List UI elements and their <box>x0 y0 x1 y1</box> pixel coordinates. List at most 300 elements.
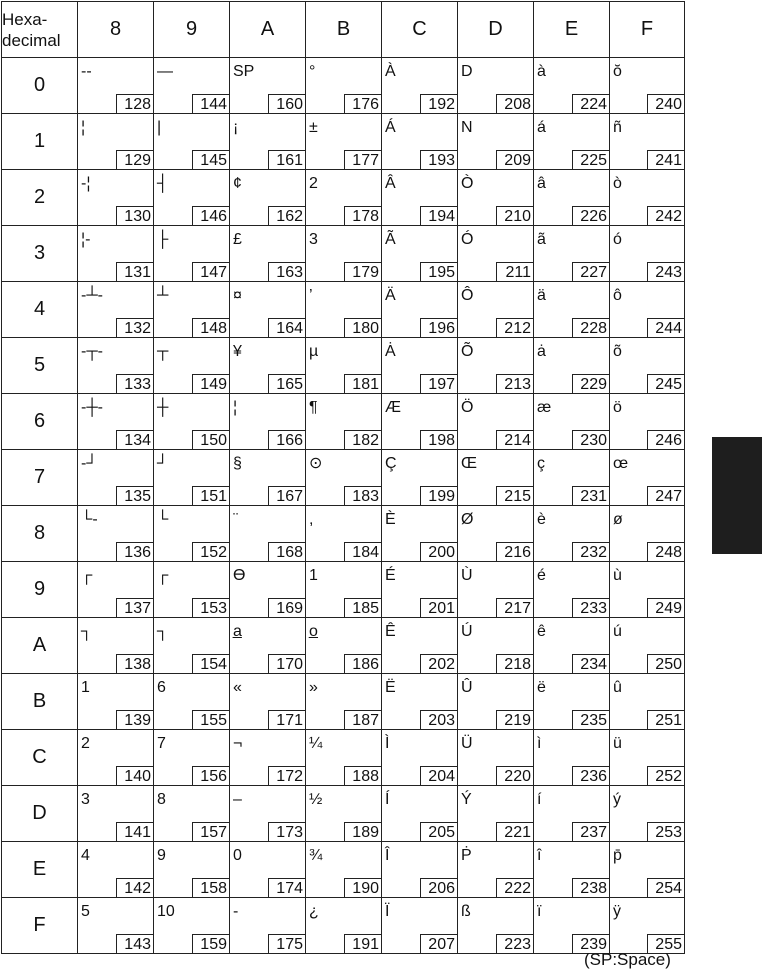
char-glyph: ┌ <box>157 567 169 584</box>
decimal-code: 165 <box>268 374 305 393</box>
decimal-code: 192 <box>420 94 457 113</box>
char-cell <box>306 58 382 114</box>
char-cell <box>230 618 306 674</box>
table-row <box>2 730 685 786</box>
char-glyph: À <box>385 63 396 80</box>
char-cell <box>610 562 685 618</box>
decimal-code: 191 <box>344 934 381 953</box>
decimal-code: 229 <box>572 374 609 393</box>
decimal-code: 241 <box>647 150 684 169</box>
decimal-code: 215 <box>496 486 533 505</box>
header-row <box>2 2 685 58</box>
decimal-code: 211 <box>496 262 533 281</box>
char-cell <box>382 226 458 282</box>
char-cell <box>154 226 230 282</box>
decimal-code: 224 <box>572 94 609 113</box>
decimal-code: 202 <box>420 654 457 673</box>
char-glyph: » <box>309 679 318 696</box>
char-glyph: a̲ <box>233 623 242 640</box>
char-cell <box>534 114 610 170</box>
char-glyph: ┼ <box>157 399 169 416</box>
char-cell <box>78 58 154 114</box>
char-glyph: ö <box>613 399 622 416</box>
char-cell <box>230 114 306 170</box>
char-glyph: í <box>537 791 542 808</box>
char-glyph: ¼ <box>309 735 323 752</box>
char-glyph: Ç <box>385 455 397 472</box>
char-cell <box>306 730 382 786</box>
char-glyph: Û <box>461 679 473 696</box>
decimal-code: 129 <box>116 150 153 169</box>
char-cell <box>534 618 610 674</box>
char-glyph: | <box>157 119 162 136</box>
char-cell <box>78 674 154 730</box>
decimal-code: 169 <box>268 598 305 617</box>
char-cell <box>382 338 458 394</box>
decimal-code: 223 <box>496 934 533 953</box>
char-glyph: - <box>233 903 239 920</box>
char-cell <box>610 58 685 114</box>
char-cell <box>154 58 230 114</box>
decimal-code: 218 <box>496 654 533 673</box>
char-glyph: 7 <box>157 735 166 752</box>
decimal-code: 210 <box>496 206 533 225</box>
char-glyph: Ê <box>385 623 396 640</box>
char-glyph: Ò <box>461 175 474 192</box>
char-cell <box>306 842 382 898</box>
char-cell <box>534 394 610 450</box>
char-cell <box>382 674 458 730</box>
decimal-code: 154 <box>192 654 229 673</box>
char-cell <box>534 226 610 282</box>
decimal-code: 177 <box>344 150 381 169</box>
char-glyph: D <box>461 63 473 80</box>
char-cell <box>610 170 685 226</box>
column-header: C <box>382 2 458 58</box>
char-glyph: ┐ <box>81 623 93 640</box>
char-glyph: á <box>537 119 546 136</box>
decimal-code: 156 <box>192 766 229 785</box>
char-cell <box>154 394 230 450</box>
char-glyph: ± <box>309 119 318 136</box>
char-glyph: ú <box>613 623 622 640</box>
char-glyph: Î <box>385 847 390 864</box>
char-cell <box>230 674 306 730</box>
decimal-code: 228 <box>572 318 609 337</box>
char-glyph: – <box>233 791 242 808</box>
char-cell <box>458 226 534 282</box>
decimal-code: 254 <box>647 878 684 897</box>
char-cell <box>382 170 458 226</box>
decimal-code: 162 <box>268 206 305 225</box>
char-glyph: -┘ <box>81 455 98 472</box>
char-cell <box>458 898 534 954</box>
decimal-code: 163 <box>268 262 305 281</box>
decimal-code: 197 <box>420 374 457 393</box>
decimal-code: 206 <box>420 878 457 897</box>
table-row <box>2 842 685 898</box>
char-glyph: Ú <box>461 623 473 640</box>
char-glyph: ß <box>461 903 471 920</box>
decimal-code: 157 <box>192 822 229 841</box>
column-header: A <box>230 2 306 58</box>
char-glyph: È <box>385 511 396 528</box>
decimal-code: 178 <box>344 206 381 225</box>
char-glyph: SP <box>233 63 255 80</box>
decimal-code: 183 <box>344 486 381 505</box>
char-cell <box>458 730 534 786</box>
decimal-code: 173 <box>268 822 305 841</box>
char-glyph: ÿ <box>613 903 621 920</box>
char-glyph: Ṗ <box>461 847 472 864</box>
decimal-code: 239 <box>572 934 609 953</box>
char-cell <box>230 786 306 842</box>
decimal-code: 237 <box>572 822 609 841</box>
decimal-code: 220 <box>496 766 533 785</box>
char-glyph: ’ <box>309 287 313 304</box>
char-glyph: ŏ <box>613 63 622 80</box>
char-cell <box>230 450 306 506</box>
char-cell <box>610 898 685 954</box>
char-cell <box>382 618 458 674</box>
decimal-code: 181 <box>344 374 381 393</box>
row-header: B <box>2 674 78 730</box>
char-cell <box>458 506 534 562</box>
char-glyph: Ó <box>461 231 474 248</box>
decimal-code: 141 <box>116 822 153 841</box>
column-header: D <box>458 2 534 58</box>
char-cell <box>382 282 458 338</box>
decimal-code: 147 <box>192 262 229 281</box>
char-cell <box>154 842 230 898</box>
char-glyph: â <box>537 175 546 192</box>
decimal-code: 236 <box>572 766 609 785</box>
row-header: 0 <box>2 58 78 114</box>
char-cell <box>306 674 382 730</box>
decimal-code: 199 <box>420 486 457 505</box>
char-glyph: Ô <box>461 287 474 304</box>
char-cell <box>78 730 154 786</box>
column-header: 8 <box>78 2 154 58</box>
decimal-code: 249 <box>647 598 684 617</box>
char-glyph: î <box>537 847 542 864</box>
char-glyph: ¨ <box>233 511 239 528</box>
char-glyph: 5 <box>81 903 90 920</box>
decimal-code: 250 <box>647 654 684 673</box>
decimal-code: 171 <box>268 710 305 729</box>
decimal-code: 136 <box>116 542 153 561</box>
char-glyph: ¦ <box>233 399 238 416</box>
row-header: 3 <box>2 226 78 282</box>
char-glyph: Ë <box>385 679 396 696</box>
table-row <box>2 450 685 506</box>
corner-label <box>2 2 78 58</box>
char-glyph: Í <box>385 791 390 808</box>
row-header: A <box>2 618 78 674</box>
decimal-code: 247 <box>647 486 684 505</box>
table-row <box>2 618 685 674</box>
row-header: 9 <box>2 562 78 618</box>
char-glyph: ç <box>537 455 545 472</box>
decimal-code: 151 <box>192 486 229 505</box>
char-cell <box>154 450 230 506</box>
char-cell <box>306 394 382 450</box>
char-glyph: 8 <box>157 791 166 808</box>
char-glyph: 2 <box>81 735 90 752</box>
char-glyph: 0 <box>233 847 242 864</box>
char-cell <box>154 338 230 394</box>
char-glyph: ┬ <box>157 343 169 360</box>
char-glyph: ¤ <box>233 287 242 304</box>
char-cell <box>154 674 230 730</box>
char-glyph: 1 <box>81 679 90 696</box>
table-row <box>2 170 685 226</box>
char-cell <box>382 450 458 506</box>
char-glyph: ¾ <box>309 847 323 864</box>
char-glyph: 4 <box>81 847 90 864</box>
char-glyph: ├ <box>157 231 169 248</box>
decimal-code: 130 <box>116 206 153 225</box>
char-cell <box>382 898 458 954</box>
char-glyph: ë <box>537 679 546 696</box>
char-cell <box>610 394 685 450</box>
decimal-code: 240 <box>647 94 684 113</box>
table-body <box>2 58 685 954</box>
corner-label-text: Hexa- decimal <box>2 9 61 50</box>
char-cell <box>610 842 685 898</box>
char-glyph: N <box>461 119 473 136</box>
table-row <box>2 282 685 338</box>
char-glyph: É <box>385 567 396 584</box>
char-glyph: ϴ <box>233 567 246 584</box>
legend-note: (SP:Space) <box>584 950 671 969</box>
decimal-code: 226 <box>572 206 609 225</box>
decimal-code: 238 <box>572 878 609 897</box>
table-row <box>2 58 685 114</box>
char-cell <box>230 394 306 450</box>
char-cell <box>306 226 382 282</box>
decimal-code: 193 <box>420 150 457 169</box>
row-header: D <box>2 786 78 842</box>
char-cell <box>78 226 154 282</box>
decimal-code: 186 <box>344 654 381 673</box>
char-glyph: 3 <box>309 231 318 248</box>
char-cell <box>230 730 306 786</box>
char-glyph: 9 <box>157 847 166 864</box>
char-cell <box>534 282 610 338</box>
char-cell <box>230 842 306 898</box>
decimal-code: 227 <box>572 262 609 281</box>
decimal-code: 251 <box>647 710 684 729</box>
char-glyph: — <box>157 63 173 80</box>
decimal-code: 253 <box>647 822 684 841</box>
decimal-code: 222 <box>496 878 533 897</box>
decimal-code: 138 <box>116 654 153 673</box>
row-header: 7 <box>2 450 78 506</box>
char-glyph: £ <box>233 231 242 248</box>
char-glyph: ¡ <box>233 119 239 136</box>
char-cell <box>458 562 534 618</box>
char-glyph: à <box>537 63 546 80</box>
char-cell <box>154 898 230 954</box>
decimal-code: 232 <box>572 542 609 561</box>
char-cell <box>230 562 306 618</box>
char-cell <box>230 226 306 282</box>
table-row <box>2 562 685 618</box>
char-cell <box>78 562 154 618</box>
row-header: 5 <box>2 338 78 394</box>
char-cell <box>534 450 610 506</box>
char-cell <box>458 394 534 450</box>
char-glyph: Ì <box>385 735 390 752</box>
char-glyph: 6 <box>157 679 166 696</box>
char-cell <box>458 842 534 898</box>
decimal-code: 170 <box>268 654 305 673</box>
decimal-code: 135 <box>116 486 153 505</box>
char-glyph: ñ <box>613 119 622 136</box>
decimal-code: 194 <box>420 206 457 225</box>
char-cell <box>534 338 610 394</box>
decimal-code: 242 <box>647 206 684 225</box>
char-cell <box>78 114 154 170</box>
decimal-code: 198 <box>420 430 457 449</box>
char-glyph: ¿ <box>309 903 319 920</box>
char-cell <box>458 58 534 114</box>
char-glyph: ┐ <box>157 623 169 640</box>
decimal-code: 140 <box>116 766 153 785</box>
char-cell <box>306 506 382 562</box>
char-glyph: Ä <box>385 287 396 304</box>
char-glyph: ½ <box>309 791 323 808</box>
decimal-code: 133 <box>116 374 153 393</box>
decimal-code: 246 <box>647 430 684 449</box>
char-cell <box>306 114 382 170</box>
decimal-code: 131 <box>116 262 153 281</box>
char-cell <box>154 282 230 338</box>
table-row <box>2 338 685 394</box>
char-cell <box>382 786 458 842</box>
char-glyph: Ü <box>461 735 473 752</box>
char-glyph: p̄ <box>613 847 622 864</box>
decimal-code: 231 <box>572 486 609 505</box>
char-cell <box>230 58 306 114</box>
char-cell <box>534 506 610 562</box>
column-header: B <box>306 2 382 58</box>
char-glyph: ¦ <box>81 119 86 136</box>
char-cell <box>154 786 230 842</box>
decimal-code: 196 <box>420 318 457 337</box>
char-glyph: ° <box>309 63 316 80</box>
char-cell <box>458 618 534 674</box>
decimal-code: 195 <box>420 262 457 281</box>
decimal-code: 219 <box>496 710 533 729</box>
char-glyph: ò <box>613 175 622 192</box>
decimal-code: 188 <box>344 766 381 785</box>
row-header: E <box>2 842 78 898</box>
char-cell <box>154 618 230 674</box>
decimal-code: 255 <box>647 934 684 953</box>
decimal-code: 180 <box>344 318 381 337</box>
char-cell <box>230 282 306 338</box>
char-glyph: « <box>233 679 242 696</box>
char-cell <box>382 58 458 114</box>
char-cell <box>78 170 154 226</box>
char-glyph: ê <box>537 623 546 640</box>
decimal-code: 161 <box>268 150 305 169</box>
char-cell <box>534 786 610 842</box>
char-glyph: œ <box>613 455 629 472</box>
decimal-code: 148 <box>192 318 229 337</box>
decimal-code: 244 <box>647 318 684 337</box>
decimal-code: 243 <box>647 262 684 281</box>
decimal-code: 143 <box>116 934 153 953</box>
decimal-code: 144 <box>192 94 229 113</box>
char-glyph: ┘ <box>157 455 169 472</box>
char-glyph: Ù <box>461 567 473 584</box>
char-glyph: -┼- <box>81 399 103 416</box>
char-cell <box>534 58 610 114</box>
decimal-code: 201 <box>420 598 457 617</box>
char-cell <box>382 394 458 450</box>
char-glyph: ȧ <box>537 343 546 360</box>
char-glyph: Ȧ <box>385 343 396 360</box>
char-glyph: Â <box>385 175 396 192</box>
char-cell <box>78 506 154 562</box>
char-glyph: Ã <box>385 231 396 248</box>
decimal-code: 137 <box>116 598 153 617</box>
char-cell <box>534 674 610 730</box>
char-cell <box>306 786 382 842</box>
table-row <box>2 786 685 842</box>
row-header: C <box>2 730 78 786</box>
char-glyph: è <box>537 511 546 528</box>
char-cell <box>78 450 154 506</box>
char-glyph: 2 <box>309 175 318 192</box>
char-cell <box>306 618 382 674</box>
character-code-table <box>1 1 685 954</box>
char-cell <box>610 114 685 170</box>
char-glyph: ¬ <box>233 735 243 752</box>
decimal-code: 172 <box>268 766 305 785</box>
char-glyph: § <box>233 455 242 472</box>
char-cell <box>382 562 458 618</box>
char-cell <box>230 898 306 954</box>
decimal-code: 248 <box>647 542 684 561</box>
char-cell <box>306 338 382 394</box>
char-cell <box>610 282 685 338</box>
char-cell <box>382 842 458 898</box>
char-cell <box>458 170 534 226</box>
char-cell <box>610 226 685 282</box>
decimal-code: 155 <box>192 710 229 729</box>
char-cell <box>306 450 382 506</box>
char-cell <box>534 170 610 226</box>
decimal-code: 204 <box>420 766 457 785</box>
char-glyph: -¦ <box>81 175 91 192</box>
char-glyph: Ï <box>385 903 390 920</box>
decimal-code: 152 <box>192 542 229 561</box>
decimal-code: 216 <box>496 542 533 561</box>
char-glyph: ⊙ <box>309 455 323 472</box>
decimal-code: 205 <box>420 822 457 841</box>
decimal-code: 168 <box>268 542 305 561</box>
decimal-code: 221 <box>496 822 533 841</box>
decimal-code: 189 <box>344 822 381 841</box>
char-glyph: ¦- <box>81 231 91 248</box>
char-glyph: ã <box>537 231 546 248</box>
decimal-code: 149 <box>192 374 229 393</box>
char-cell <box>78 338 154 394</box>
